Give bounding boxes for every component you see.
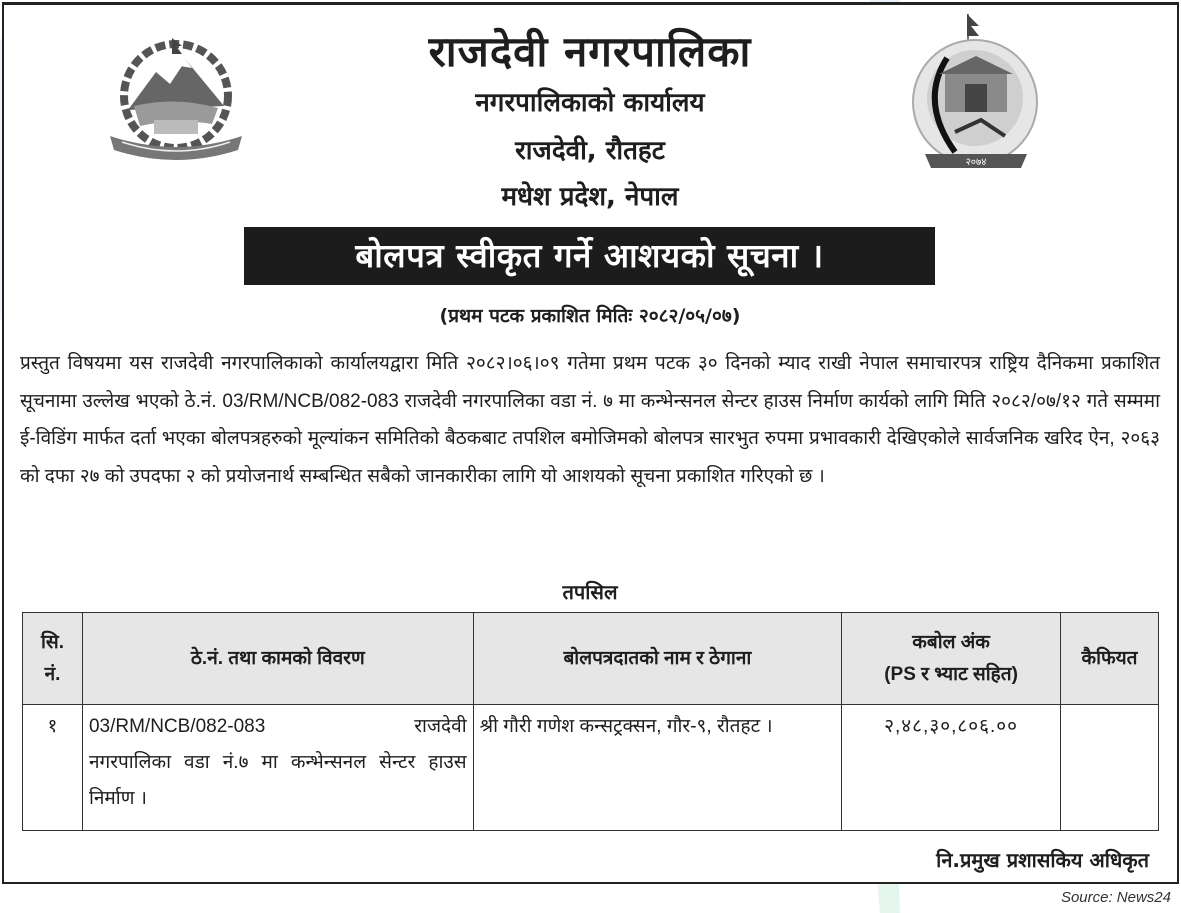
column-header-remarks: कैफियत	[1061, 613, 1159, 705]
contract-number: 03/RM/NCB/082-083	[88, 716, 266, 737]
column-header-description: ठे.नं. तथा कामको विवरण	[82, 613, 473, 705]
column-header-amount	[842, 613, 1061, 705]
column-header-amount-line2: (PS र भ्याट सहित)	[884, 663, 1018, 685]
province-country: मधेश प्रदेश, नेपाल	[501, 182, 679, 212]
cell-bidder: श्री गौरी गणेश कन्सट्रक्सन, गौर-९, रौतहट ।	[473, 705, 842, 831]
organization-name: राजदेवी नगरपालिका	[428, 27, 752, 76]
office-location: राजदेवी, रौतहट	[515, 136, 665, 166]
column-header-bidder: बोलपत्रदातको नाम र ठेगाना	[473, 613, 842, 705]
notice-title-banner: बोलपत्र स्वीकृत गर्ने आशयको सूचना ।	[244, 227, 935, 285]
cell-description	[82, 705, 473, 831]
municipality-seal-icon	[905, 12, 1047, 178]
description-first-word: राजदेवी	[414, 716, 467, 737]
cell-remarks	[1061, 705, 1159, 831]
table-row	[23, 705, 1159, 831]
cell-sn: १	[23, 705, 83, 831]
cell-amount: २,४८,३०,८०६.००	[842, 705, 1061, 831]
notice-body-text: प्रस्तुत विषयमा यस राजदेवी नगरपालिकाको कार्यालयद्वारा मिति २०८२।०६।०९ गतेमा प्रथम पटक ३० दिनको म्याद राखी नेपाल समाचारपत्र राष्ट्रिय दैनिकमा प्रकाशित सूचनामा उल्लेख भएको ठे.नं. 03/RM/NCB/082-083 राजदेवी नगरपालिका वडा नं. ७ मा कन्भेन्सनल सेन्टर हाउस निर्माण कार्यको लागि मिति २०८२/०७/१२ गते सम्ममा ई-विडिंग मार्फत दर्ता भएका बोलपत्रहरुको मूल्यांकन समितिको बैठकबाट तपशिल बमोजिमको बोलपत्र सारभुत रुपमा प्रभावकारी देखिएकोले सार्वजनिक खरिद ऐन, २०६३ को दफा २७ को उपदफा २ को प्रयोजनार्थ सम्बन्धित सबैको जानकारीका लागि यो आशयको सूचना प्रकाशित गरिएको छ ।	[20, 353, 1160, 487]
column-header-sn-line1: सि.	[40, 631, 64, 653]
schedule-heading: तपसिल	[562, 580, 618, 604]
source-credit: Source: News24	[1060, 889, 1171, 906]
office-name: नगरपालिकाको कार्यालय	[475, 88, 705, 118]
signatory-title: नि.प्रमुख प्रशासकिय अधिकृत	[936, 848, 1149, 872]
column-header-amount-line1: कबोल अंक	[912, 631, 990, 653]
table-header-row	[23, 613, 1159, 705]
bid-schedule-table	[22, 612, 1159, 831]
nepal-emblem-icon	[100, 32, 252, 164]
svg-text:२०७४: २०७४	[965, 157, 987, 168]
description-rest: नगरपालिका वडा नं.७ मा कन्भेन्सनल सेन्टर हाउस निर्माण ।	[88, 752, 467, 809]
column-header-sn-line2: नं.	[44, 663, 61, 685]
first-publication-date: (प्रथम पटक प्रकाशित मितिः २०८२/०५/०७)	[439, 305, 741, 327]
column-header-sn	[23, 613, 83, 705]
